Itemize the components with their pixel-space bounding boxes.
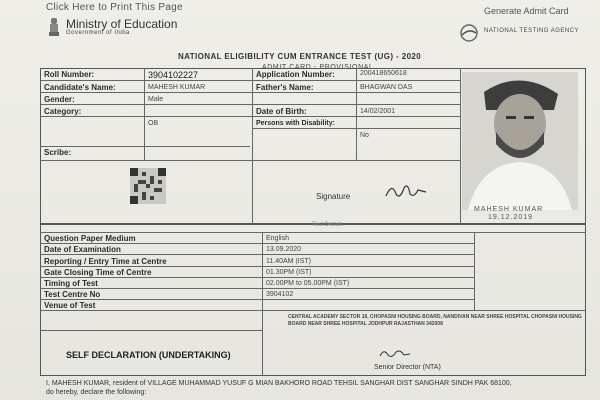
father-name-value: BHAGWAN DAS: [360, 84, 413, 91]
reporting-time-label: Reporting / Entry Time at Centre: [44, 257, 167, 266]
category-value: OB: [148, 120, 159, 127]
scribe-label: Scribe:: [44, 148, 72, 157]
declaration-text: [46, 379, 596, 397]
reporting-time-value: 11.40AM (IST): [266, 258, 311, 265]
qr-code-icon: [130, 168, 166, 204]
declaration-line-1: I, MAHESH KUMAR, resident of VILLAGE MUHAMMAD YUSUF G MIAN BAKHORO ROAD TEHSIL SANGHAR DIST SANGHAR SINDH PAK 68100,: [46, 380, 512, 387]
national-emblem-icon: [48, 16, 60, 38]
test-centre-label: Test Centre No: [44, 290, 101, 299]
medium-label: Question Paper Medium: [44, 234, 136, 243]
category-label: Category:: [44, 107, 82, 116]
venue-label: Venue of Test: [44, 301, 96, 310]
self-declaration-title: SELF DECLARATION (UNDERTAKING): [66, 350, 231, 360]
test-centre-value: 3904102: [266, 291, 294, 298]
generate-admit-card-link[interactable]: Generate Admit Card: [484, 6, 569, 16]
signatory-role: Senior Director (NTA): [374, 364, 441, 371]
gate-closing-value: 01.30PM (IST): [266, 269, 312, 276]
admit-card-title: ADMIT CARD - PROVISIONAL: [262, 64, 374, 71]
signature-label: Signature: [316, 192, 351, 201]
pwd-value: No: [360, 132, 369, 139]
roll-number-value: 3904102227: [148, 70, 199, 80]
pwd-label: Persons with Disability:: [256, 120, 335, 127]
test-timing-value: 02.00PM to 05.00PM (IST): [266, 280, 350, 287]
medium-value: English: [266, 235, 289, 242]
application-number-value: 200418650618: [360, 70, 407, 77]
dob-label: Date of Birth:: [256, 107, 307, 116]
ministry-name: Ministry of Education: [66, 17, 178, 31]
nta-name: NATIONAL TESTING AGENCY: [484, 28, 580, 34]
candidate-name-label: Candidate's Name:: [44, 83, 116, 92]
candidate-name-value: MAHESH KUMAR: [148, 84, 206, 91]
nta-logo-icon: [458, 24, 480, 42]
gender-value: Male: [148, 96, 164, 103]
exam-title: NATIONAL ELIGIBILITY CUM ENTRANCE TEST (UG) - 2020: [178, 52, 422, 61]
venue-value: CENTRAL ACADEMY SECTOR 16, CHOPASNI HOUSING BOARD, NANDIVAN NEAR SHREE HOSPITAL CHOPASNI HOUSING BOARD NEAR SHREE HOSPITAL JODHPUR RAJASTHAN 342008: [288, 314, 582, 327]
test-details-title: Test Details: [312, 222, 344, 228]
dob-value: 14/02/2001: [360, 108, 396, 115]
father-name-label: Father's Name:: [256, 83, 314, 92]
government-label: Government of India: [66, 30, 130, 36]
gate-closing-label: Gate Closing Time of Centre: [44, 268, 152, 277]
test-timing-label: Timing of Test: [44, 279, 98, 288]
gender-label: Gender:: [44, 95, 75, 104]
director-signature: [378, 346, 412, 360]
declaration-line-2: do hereby, declare the following:: [46, 389, 147, 396]
candidate-signature: [384, 180, 428, 202]
application-number-label: Application Number:: [256, 70, 335, 79]
roll-number-label: Roll Number:: [44, 70, 95, 79]
photo-caption-date: 19.12.2019: [488, 214, 534, 221]
candidate-photo: [462, 72, 578, 210]
exam-date-value: 13.09.2020: [266, 246, 302, 253]
photo-caption-name: MAHESH KUMAR: [474, 206, 544, 213]
print-page-link[interactable]: Click Here to Print This Page: [46, 2, 183, 13]
exam-date-label: Date of Examination: [44, 245, 121, 254]
